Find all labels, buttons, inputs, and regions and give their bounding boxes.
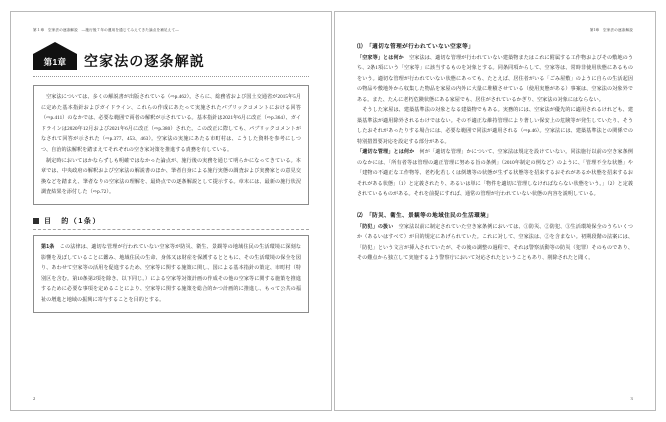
paragraph-1-1	[357, 53, 633, 105]
divider-dotted-top	[33, 76, 309, 77]
lead-paragraph-1: 空家法については、多くの解説書が出版されている（⇨p.462）。さらに、総務省および国土交通省が2015年5月に定めた基本指針およびガイドライン、これらの作成にあたって実施されたパブリックコメントにおける回答（⇨p.411）のなかでは、必要な範囲で両者の解釈が示されている。基本指針は2021年6月に改正（⇨p.364）、ガイドラインは2020年12月および2021年6月に改正（⇨p.380）された。この改正に際しても、パブリックコメントがなされて回答が示された（⇨p.377、453、463）。空家法の実施にあたる市町村は、こうした資料を参考にしつつ、自治的法解釈を踏まえてそれぞれの空き家対策を推進する責務を有している。	[41, 94, 301, 153]
running-head-left: 第１章 空家法の逐条解説 ―施行後７年の運用を通じてみえてきた論点を補足えて―	[33, 28, 180, 32]
section-heading-2: ⑵ 「防災、衛生、景観等の地域住民の生活環境」	[357, 212, 493, 219]
article-heading	[33, 216, 309, 226]
house-roof-icon	[33, 42, 77, 54]
statute-paragraph	[41, 242, 301, 306]
lead-box	[33, 85, 309, 205]
right-page-content	[335, 12, 655, 410]
section-heading-1: ⑴ 「適切な管理が行われていない空家等」	[357, 44, 475, 50]
statute-text: この法律は、適切な管理が行われていない空家等が防災、衛生、景観等の地域住民の生活環境に深刻な影響を及ぼしていることに鑑み、地域住民の生命、身体又は財産を保護するとともに、その生活環境の保全を図り、あわせて空家等の活用を促進するため、空家等に関する施策に関し、国による基本指針の策定、市町村（特別区を含む。第10条第2項を除き、以下同じ。）による空家等対策計画の作成その他の空家等に関する施策を推進するために必要な事項を定めることにより、空家等に関する施策を総合的かつ計画的に推進し、もって公共の福祉の増進と地域の振興に寄与することを目的とする。	[41, 243, 301, 303]
statute-box	[33, 235, 309, 313]
paragraph-2-1	[357, 222, 633, 264]
left-page-content	[11, 12, 331, 410]
statute-article-number: 第1条	[41, 243, 55, 250]
term-label-1-1: 「空家等」とは何か	[357, 55, 404, 61]
paragraph-text-1-2: そうした家屋は、建築基準法の対象となる建築物でもある。実務的には、空家法が優先的に適用されるけれども、建築基準法が適用除外されるわけではない。その不適正な維持管理により著しい保安上の危険等が発生していたり、そうしたおそれがあったりする場合には、必要な範囲で同法が適用される（⇨p.46）。空家法には、建築基準法との関係での特別措置要対応を設定する部分がある。	[357, 107, 633, 145]
paragraph-text-1-1: 空家法は、適切な管理が行われていない建築物またはこれに附属する工作物およびその敷地のうち、2条1項にいう「空家等」に該当するものを対象とする。同条同項からして、空家等は、常時非使用状態にあるものをいう。適切な管理が行われていない状態にあっても、たとえば、居住者がいる「ごみ屋敷」のように自らの生活起因の物品や敷地外から収集した物品を家屋の内外に大量に堆積させている（使用実態がある）事案は、空家法の対象外である。また、たんに老朽危険状態にある家屋でも、居住がされているかぎり、空家法の対象にはならない。	[357, 55, 634, 103]
chapter-badge	[33, 42, 77, 70]
right-page	[334, 11, 656, 411]
folio-left: 2	[33, 396, 36, 401]
section-gap	[357, 200, 633, 209]
paragraph-1-2	[357, 105, 633, 147]
square-bullet-icon	[33, 218, 39, 224]
folio-right: 3	[630, 396, 633, 401]
article-heading-label: 目 的（1条）	[44, 217, 102, 225]
divider-dashed	[33, 229, 309, 230]
chapter-badge-label: 第1章	[33, 54, 77, 70]
left-page	[10, 11, 332, 411]
paragraph-text-2-1: 空家法以前に制定されていた空き家条例においては、①防災、②防犯、③生活環境保全のうちいくつか（あるいはすべて）が目的規定にあげられていた。これに対して、空家法は、②を含まない。初期段階の法案には、「防犯」という文言が挿入されていたが、その後の調整の過程で、それは警察活動等の防災（犯罪）そのものであり、その難点から独立して実施するよう警察庁において対応されたということもあり、削除されたと聞く。	[357, 223, 633, 262]
chapter-title-block	[33, 42, 309, 70]
paragraph-1-3	[357, 147, 633, 199]
term-label-2-1: 「防犯」の扱い	[357, 223, 394, 230]
paragraph-text-1-3: 何が「適切な管理」かについて、空家法は規定を設けていない。同法施行以前の空き家条例のなかには、「所有者等は管理の適正管理に努める旨の条例」（2010年制定の例など）のように、「管理不全な状態」や「建物の不適正な工作物等、老朽化若しくは倒壊等の状態が生ずる状態等を招来するおそれがあるか状態を招来するおそれがある状態」（1）と定義されたり、あるいは単に「物件を適切に管理しなければならない状態をいう。」（2）と定義されているものがある。それを前提にすれば、通常の管理が行われていない状態の内容を説明している。	[357, 149, 633, 198]
term-label-1-3: 「適切な管理」とは何か	[357, 149, 415, 156]
lead-paragraph-2: 制定時においてはかならずしも明確ではなかった論点が、施行後の実務を通じて明らかになってきている。本章では、中央政府の解釈および空家法の解説書のほか、筆者自身による施行実態の調査および実務家との意見交換などを踏まえ、筆者なりの空家法の理解を、最終点での逐条解説として提示する。章末には、最新の施行状況調査結果を添付した（⇨p.72）。	[41, 157, 301, 196]
chapter-title: 空家法の逐条解説	[84, 53, 205, 69]
running-head-right: 第1章 空家法の逐条解説	[589, 28, 633, 32]
